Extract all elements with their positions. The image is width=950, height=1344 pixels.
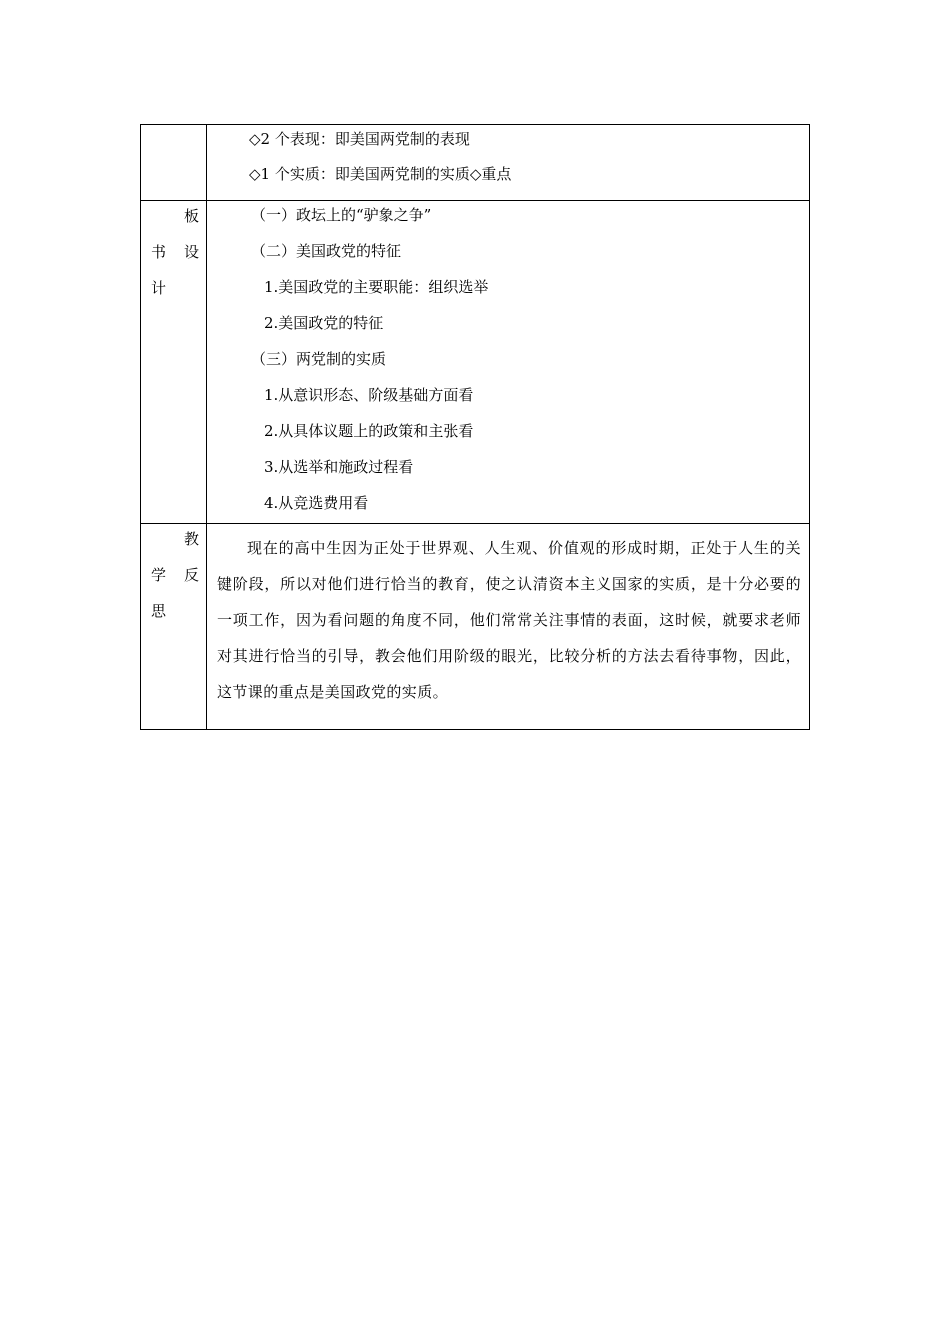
label-char: 反: [184, 566, 200, 584]
summary-line: ◇1 个实质：即美国两党制的实质◇重点: [249, 165, 512, 183]
outline-line: 1.美国政党的主要职能：组织选举: [264, 278, 489, 296]
table-row: [141, 201, 810, 524]
label-char: 板: [184, 207, 200, 225]
table-row: [141, 125, 810, 201]
board-design-label: [141, 201, 207, 524]
empty-label-cell: [141, 125, 207, 201]
outline-line: （一）政坛上的“驴象之争”: [251, 206, 432, 224]
label-char: 设: [184, 243, 200, 261]
outline-line: （二）美国政党的特征: [251, 242, 402, 260]
summary-cell: [207, 125, 810, 201]
table-row: [141, 524, 810, 730]
teaching-reflection-label: [141, 524, 207, 730]
lesson-plan-table: [140, 124, 810, 730]
label-char: 计: [151, 279, 167, 297]
label-char: 学: [151, 566, 167, 584]
outline-line: （三）两党制的实质: [251, 350, 387, 368]
reflection-paragraph: 现在的高中生因为正处于世界观、人生观、价值观的形成时期，正处于人生的关键阶段，所以对他们进行恰当的教育，使之认清资本主义国家的实质，是十分必要的一项工作，因为看问题的角度不同，他们常常关注事情的表面，这时候，就要求老师对其进行恰当的引导，教会他们用阶级的眼光，比较分析的方法去看待事物，因此，这节课的重点是美国政党的实质。: [217, 539, 801, 701]
board-design-content: [207, 201, 810, 524]
outline-line: 4.从竞选费用看: [264, 494, 369, 512]
label-char: 思: [151, 602, 167, 620]
teaching-reflection-content: [207, 524, 810, 730]
outline-line: 3.从选举和施政过程看: [264, 458, 414, 476]
outline-line: 2.从具体议题上的政策和主张看: [264, 422, 474, 440]
summary-line: ◇2 个表现：即美国两党制的表现: [249, 130, 470, 148]
outline-line: 1.从意识形态、阶级基础方面看: [264, 386, 474, 404]
label-char: 书: [151, 243, 167, 261]
outline-line: 2.美国政党的特征: [264, 314, 384, 332]
label-char: 教: [184, 530, 200, 548]
